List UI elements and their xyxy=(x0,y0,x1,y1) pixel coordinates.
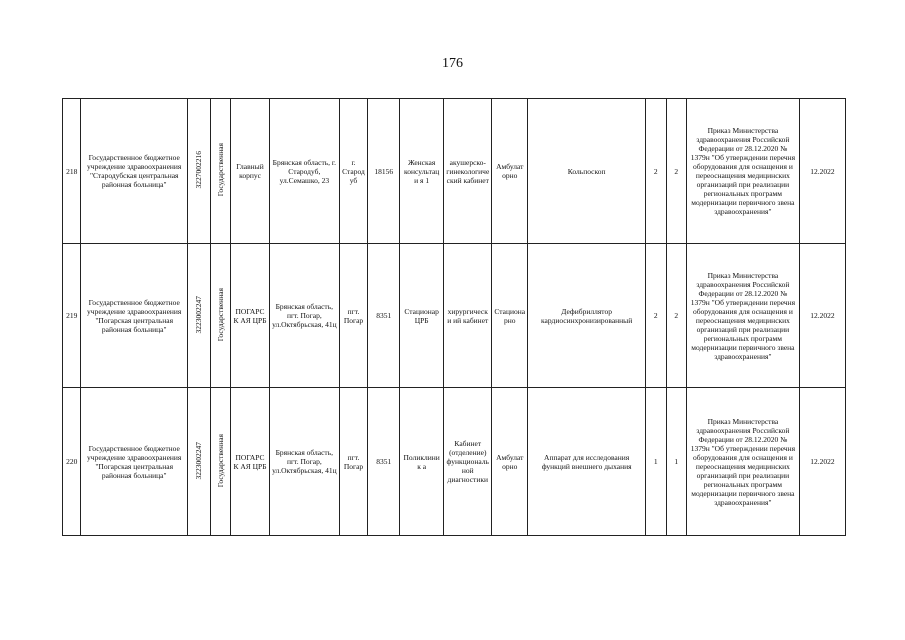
ownership: Государственная xyxy=(215,433,225,488)
address: Брянская область, пгт. Погар, ул.Октябрьская, 41ц xyxy=(269,244,339,388)
ownership-cell xyxy=(210,99,230,244)
inn-cell xyxy=(188,244,211,388)
inn: 3223002247 xyxy=(194,295,204,334)
table-row xyxy=(63,99,846,244)
subdivision: Главный корпус xyxy=(231,99,270,244)
population: 18156 xyxy=(368,99,400,244)
quantity-1: 2 xyxy=(646,244,666,388)
quantity-2: 1 xyxy=(666,388,686,536)
order-reference: Приказ Министерства здравоохранения Российской Федерации от 28.12.2020 № 1379н "Об утверждении перечня оборудования для оснащения и переоснащения медицинских организаций при реализации региональных программ модернизации первичного звена здравоохранения" xyxy=(687,388,800,536)
care-condition: Стациона рно xyxy=(492,244,528,388)
ownership: Государственная xyxy=(215,143,225,197)
address: Брянская область, пгт. Погар, ул.Октябрьская, 41ц xyxy=(269,388,339,536)
unit: Женская консультаци я 1 xyxy=(400,99,444,244)
ownership-cell xyxy=(210,388,230,536)
subdivision: ПОГАРСК АЯ ЦРБ xyxy=(231,388,270,536)
quantity-2: 2 xyxy=(666,244,686,388)
equipment: Кольпоскоп xyxy=(528,99,646,244)
population: 8351 xyxy=(368,244,400,388)
locality: пгт. Погар xyxy=(339,388,368,536)
subdivision: ПОГАРСК АЯ ЦРБ xyxy=(231,244,270,388)
quantity-1: 2 xyxy=(646,99,666,244)
cabinet: Кабинет (отделение) функциональ ной диагностики xyxy=(444,388,492,536)
date: 12.2022 xyxy=(799,244,845,388)
equipment: Аппарат для исследования функций внешнего дыхания xyxy=(528,388,646,536)
organization-name: Государственное бюджетное учреждение здравоохранения "Погарская центральная районная больница" xyxy=(81,244,188,388)
cabinet: хирургически ий кабинет xyxy=(444,244,492,388)
unit: Стационар ЦРБ xyxy=(400,244,444,388)
population: 8351 xyxy=(368,388,400,536)
row-number: 219 xyxy=(63,244,81,388)
inn: 3223002247 xyxy=(194,441,204,480)
ownership: Государственная xyxy=(215,287,225,342)
organization-name: Государственное бюджетное учреждение здравоохранения "Погарская центральная районная больница" xyxy=(81,388,188,536)
table-row xyxy=(63,388,846,536)
row-number: 220 xyxy=(63,388,81,536)
equipment: Дефибриллятор кардиосинхронизированный xyxy=(528,244,646,388)
order-reference: Приказ Министерства здравоохранения Российской Федерации от 28.12.2020 № 1379н "Об утверждении перечня оборудования для оснащения и переоснащения медицинских организаций при реализации региональных программ модернизации первичного звена здравоохранения" xyxy=(687,244,800,388)
cabinet: акушерско-гинекологиче ский кабинет xyxy=(444,99,492,244)
locality: г. Стародуб xyxy=(339,99,368,244)
date: 12.2022 xyxy=(799,99,845,244)
inn: 3227002216 xyxy=(194,151,204,189)
row-number: 218 xyxy=(63,99,81,244)
quantity-2: 2 xyxy=(666,99,686,244)
address: Брянская область, г. Стародуб, ул.Семашко, 23 xyxy=(269,99,339,244)
quantity-1: 1 xyxy=(646,388,666,536)
unit: Поликлиник а xyxy=(400,388,444,536)
inn-cell xyxy=(188,388,211,536)
order-reference: Приказ Министерства здравоохранения Российской Федерации от 28.12.2020 № 1379н "Об утверждении перечня оборудования для оснащения и переоснащения медицинских организаций при реализации региональных программ модернизации первичного звена здравоохранения" xyxy=(687,99,800,244)
table-row xyxy=(63,244,846,388)
inn-cell xyxy=(188,99,211,244)
locality: пгт. Погар xyxy=(339,244,368,388)
page-number: 176 xyxy=(442,56,463,71)
care-condition: Амбулат орно xyxy=(492,388,528,536)
care-condition: Амбулат орно xyxy=(492,99,528,244)
ownership-cell xyxy=(210,244,230,388)
organization-name: Государственное бюджетное учреждение здравоохранения "Стародубская центральная районная больница" xyxy=(81,99,188,244)
equipment-table xyxy=(62,98,846,536)
date: 12.2022 xyxy=(799,388,845,536)
